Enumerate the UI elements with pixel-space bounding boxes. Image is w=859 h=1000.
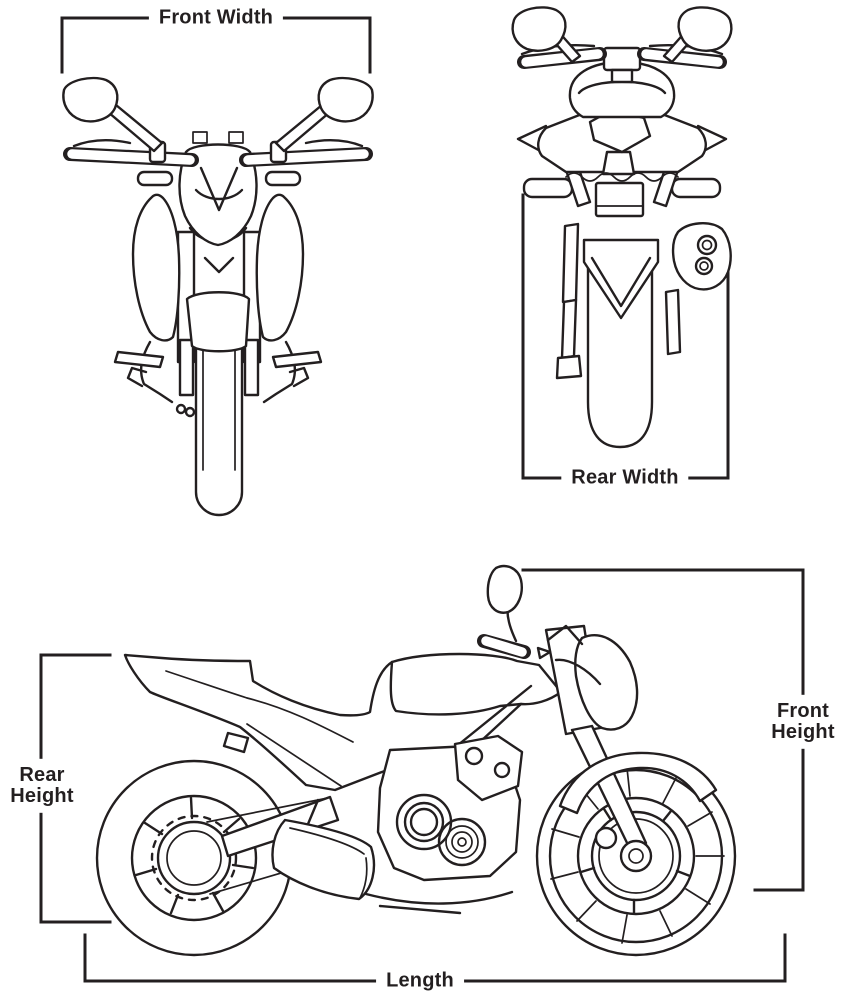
- rear-view-license-plate: [596, 183, 643, 216]
- rear-view-turn-signal-right: [672, 179, 720, 197]
- length-label: Length: [376, 970, 464, 991]
- rear-view-exhaust: [673, 223, 731, 289]
- rear-view-mirror-right: [679, 7, 732, 50]
- front-view-drawing: [63, 78, 372, 515]
- front-height-label: Front Height: [760, 695, 846, 749]
- side-view-drawing: [97, 566, 735, 955]
- side-view-brake-caliper: [596, 828, 616, 848]
- front-view-winglet-right: [273, 352, 321, 367]
- rear-width-label: Rear Width: [561, 467, 688, 488]
- front-view-winglet-left: [115, 352, 163, 367]
- side-view-rear-wheel: [97, 761, 291, 955]
- side-view-mirror: [488, 566, 522, 613]
- front-view-mirror-left: [63, 78, 117, 121]
- front-view-fender: [187, 292, 249, 351]
- rear-view-turn-signal-left: [524, 179, 572, 197]
- front-width-label: Front Width: [149, 7, 283, 28]
- front-view-turn-signal-left: [138, 172, 172, 185]
- front-view-turn-signal-right: [266, 172, 300, 185]
- rear-view-drawing: [513, 7, 732, 447]
- rear-height-label: Rear Height: [3, 759, 81, 813]
- rear-view-mirror-left: [513, 7, 566, 50]
- front-view-mirror-right: [319, 78, 373, 121]
